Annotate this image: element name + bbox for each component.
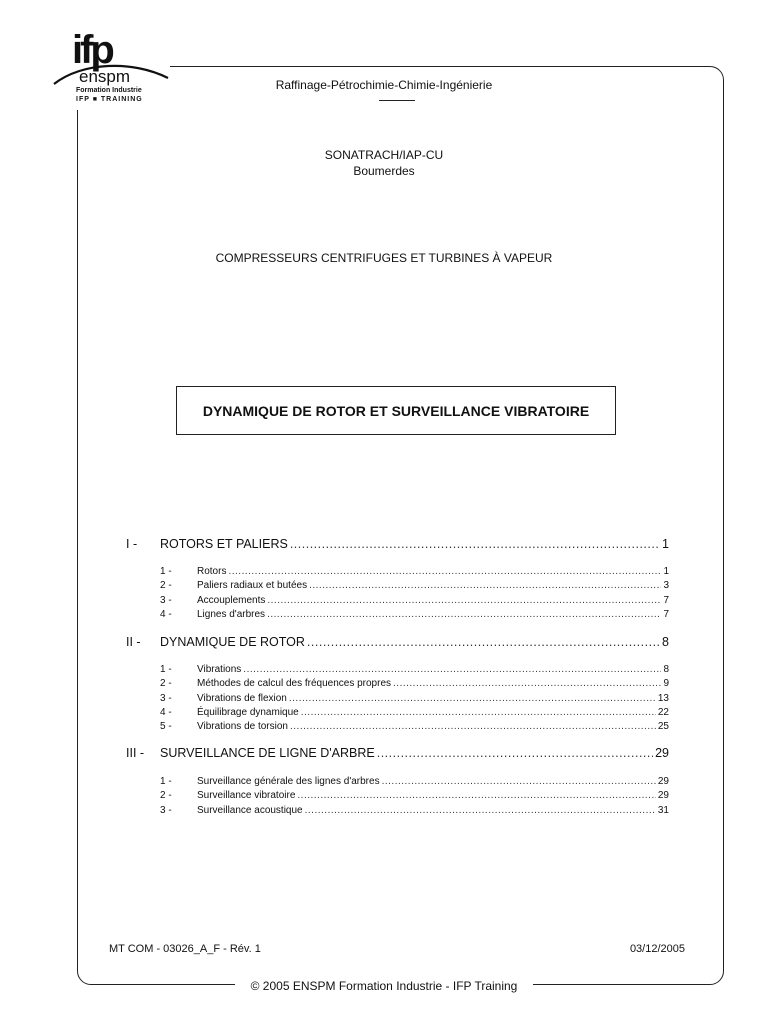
logo-ifp-text: ifp xyxy=(72,28,112,72)
toc-item-label: Lignes d'arbres xyxy=(197,608,266,620)
toc-leader-dots xyxy=(289,693,656,704)
toc-section-label: ROTORS ET PALIERS xyxy=(160,537,288,551)
toc-leader-dots xyxy=(267,609,661,620)
logo-training-text: IFP ■ TRAINING xyxy=(76,96,143,103)
toc-item[interactable] xyxy=(160,721,669,732)
document-reference: MT COM - 03026_A_F - Rév. 1 xyxy=(109,943,261,955)
toc-item[interactable] xyxy=(160,580,669,591)
toc-section-number: I - xyxy=(126,537,138,551)
ifp-enspm-logo xyxy=(52,30,170,110)
org-name: SONATRACH/IAP-CU xyxy=(324,148,444,162)
toc-item-label: Rotors xyxy=(197,566,227,577)
header-divider xyxy=(379,100,415,101)
logo-enspm-text: enspm xyxy=(79,67,131,86)
toc-item-page: 3 xyxy=(663,580,669,592)
toc-item-page: 8 xyxy=(663,664,669,675)
toc-item-number: 3 - xyxy=(160,594,172,606)
course-title: COMPRESSEURS CENTRIFUGES ET TURBINES À VAPEUR xyxy=(215,251,553,265)
toc-item-number: 3 - xyxy=(160,804,172,816)
toc-item[interactable] xyxy=(160,776,669,787)
toc-item-number: 1 - xyxy=(160,776,172,787)
toc-item-label: Paliers radiaux et butées xyxy=(197,580,308,592)
toc-item-page: 7 xyxy=(663,608,669,620)
toc-section[interactable] xyxy=(126,537,669,551)
toc-item-number: 2 - xyxy=(160,580,172,592)
toc-item-number: 3 - xyxy=(160,692,172,704)
org-location: Boumerdes xyxy=(353,164,415,178)
toc-item[interactable] xyxy=(160,693,669,704)
toc-item-label: Surveillance acoustique xyxy=(197,804,303,816)
toc-item[interactable] xyxy=(160,678,669,689)
toc-leader-dots xyxy=(301,707,656,718)
toc-leader-dots xyxy=(290,537,660,551)
toc-item-page: 13 xyxy=(657,692,669,704)
toc-section-label: DYNAMIQUE DE ROTOR xyxy=(160,635,305,649)
toc-item-page: 7 xyxy=(663,594,669,606)
toc-leader-dots xyxy=(393,678,661,689)
toc-leader-dots xyxy=(307,635,660,649)
copyright-text: © 2005 ENSPM Formation Industrie - IFP Training xyxy=(235,979,534,993)
toc-item-page: 31 xyxy=(657,804,669,816)
toc-leader-dots xyxy=(309,580,661,591)
toc-section[interactable] xyxy=(126,746,669,760)
toc-item-page: 9 xyxy=(663,678,669,690)
toc-item-label: Vibrations de torsion xyxy=(197,721,288,733)
toc-leader-dots xyxy=(243,664,661,675)
toc-item-page: 25 xyxy=(657,721,669,733)
toc-leader-dots xyxy=(290,721,656,732)
document-title: DYNAMIQUE DE ROTOR ET SURVEILLANCE VIBRATOIRE xyxy=(202,402,590,419)
toc-item-label: Méthodes de calcul des fréquences propres xyxy=(197,678,392,690)
toc-section[interactable] xyxy=(126,635,669,649)
toc-item[interactable] xyxy=(160,805,669,816)
toc-item-number: 2 - xyxy=(160,790,172,802)
toc-leader-dots xyxy=(305,805,656,816)
logo-formation-text: Formation Industrie xyxy=(76,87,142,94)
toc-leader-dots xyxy=(228,566,661,577)
toc-item-number: 5 - xyxy=(160,721,172,733)
toc-item[interactable] xyxy=(160,664,669,675)
page-frame xyxy=(77,66,724,985)
toc-item-number: 2 - xyxy=(160,678,172,690)
toc-section-page: 29 xyxy=(655,746,669,760)
toc-section-number: III - xyxy=(126,746,145,760)
toc-leader-dots xyxy=(382,776,656,787)
toc-section-number: II - xyxy=(126,635,141,649)
toc-section-page: 8 xyxy=(662,635,669,649)
document-title-box xyxy=(176,386,616,435)
toc-item-number: 4 - xyxy=(160,706,172,718)
toc-item-label: Accouplements xyxy=(197,594,266,606)
toc-item-page: 22 xyxy=(657,706,669,718)
toc-item-page: 29 xyxy=(657,790,669,802)
toc-item-label: Équilibrage dynamique xyxy=(197,706,299,718)
toc-item-label: Surveillance vibratoire xyxy=(197,790,296,802)
toc-item[interactable] xyxy=(160,790,669,801)
toc-item-label: Vibrations de flexion xyxy=(197,692,287,704)
toc-item[interactable] xyxy=(160,566,669,577)
toc-item[interactable] xyxy=(160,609,669,620)
document-date: 03/12/2005 xyxy=(629,943,685,955)
toc-item-page: 1 xyxy=(663,566,669,577)
toc-item-number: 1 - xyxy=(160,566,172,577)
toc-item[interactable] xyxy=(160,595,669,606)
toc-leader-dots xyxy=(267,595,661,606)
header-subtitle: Raffinage-Pétrochimie-Chimie-Ingénierie xyxy=(275,78,493,92)
toc-section-page: 1 xyxy=(662,537,669,551)
toc-leader-dots xyxy=(377,746,653,760)
toc-item-page: 29 xyxy=(657,776,669,787)
toc-item[interactable] xyxy=(160,707,669,718)
toc-section-label: SURVEILLANCE DE LIGNE D'ARBRE xyxy=(160,746,375,760)
toc-item-number: 4 - xyxy=(160,608,172,620)
toc-item-label: Vibrations xyxy=(197,664,242,675)
copyright-line xyxy=(0,979,768,993)
toc-item-number: 1 - xyxy=(160,664,172,675)
toc-item-label: Surveillance générale des lignes d'arbres xyxy=(197,776,380,787)
toc-leader-dots xyxy=(297,790,655,801)
